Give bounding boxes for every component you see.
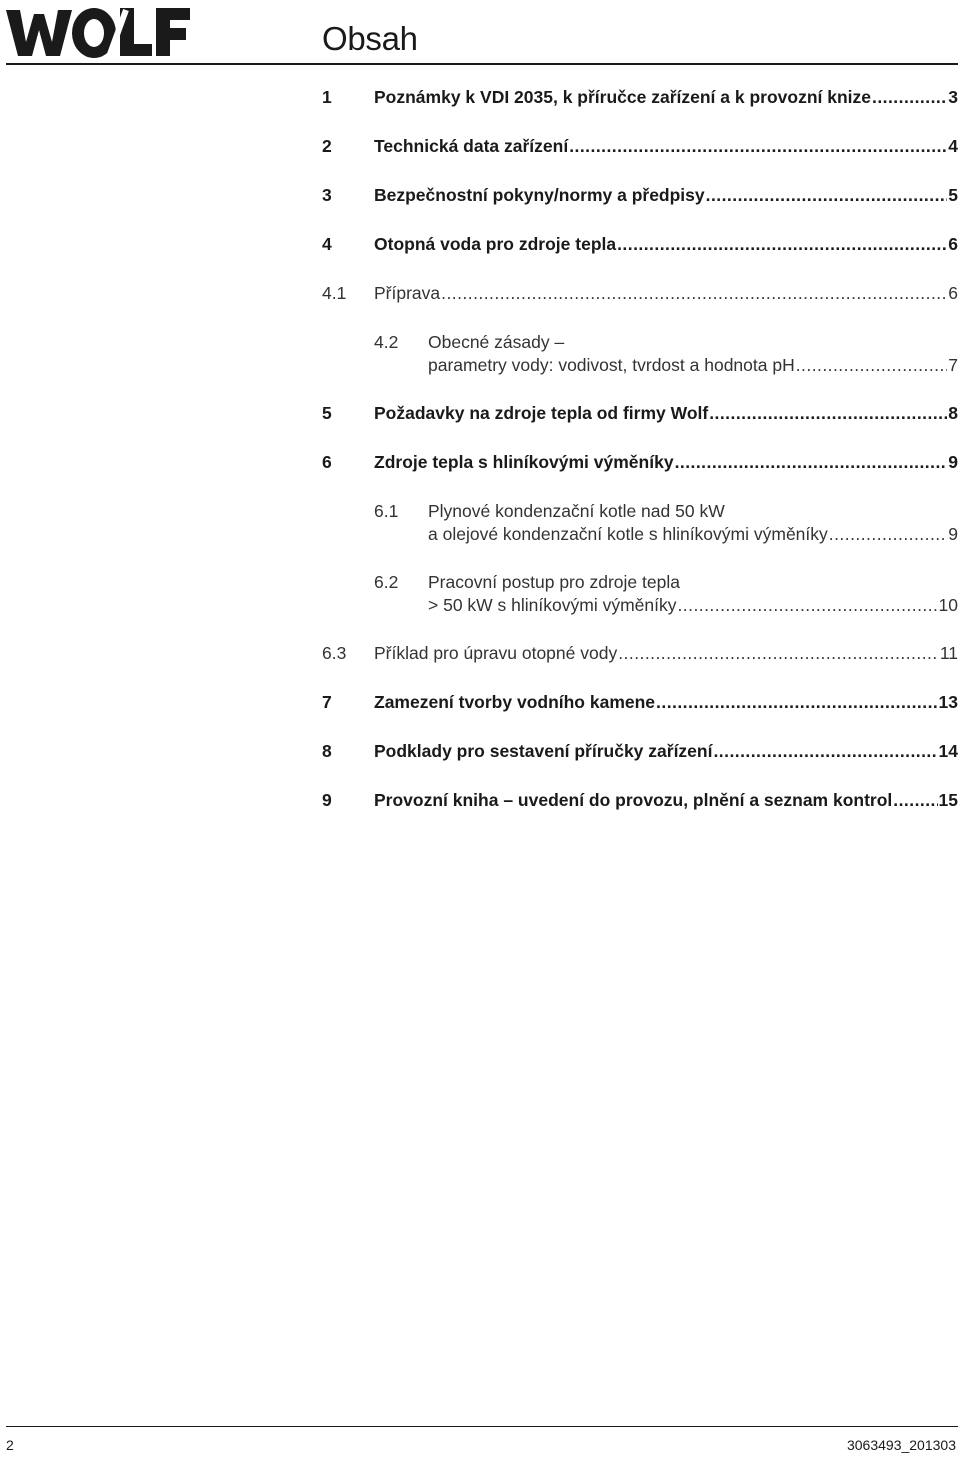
toc-entry-page: 5 (948, 185, 958, 205)
footer-doc-code: 3063493_201303 (846, 1437, 956, 1453)
toc-leader-dots (713, 740, 937, 763)
toc-entry[interactable] (322, 691, 958, 714)
page-title: Obsah (322, 20, 418, 57)
toc-entry-body (374, 740, 958, 763)
toc-leader-dots (677, 594, 937, 617)
toc-leader-dots (569, 135, 947, 158)
toc-entry-body (428, 571, 958, 617)
toc-leader-dots (893, 789, 937, 812)
toc-entry[interactable] (322, 740, 958, 763)
toc-entry[interactable] (322, 642, 958, 665)
toc-entry-page: 6 (948, 283, 958, 303)
toc-entry-body (374, 789, 958, 812)
toc-entry-number: 7 (322, 692, 332, 712)
footer-rule (6, 1426, 958, 1427)
toc-entry-body (374, 282, 958, 305)
toc-entry-number: 9 (322, 790, 332, 810)
toc-entry-title: Provozní kniha – uvedení do provozu, plnění a seznam kontrol (374, 790, 893, 810)
toc-leader-dots (617, 233, 947, 256)
toc-entry-title: Obecné zásady – (428, 332, 565, 352)
toc-entry-number: 4.2 (374, 332, 399, 352)
toc-entry[interactable] (322, 233, 958, 256)
toc-entry-body (428, 500, 958, 546)
toc-entry-title: Bezpečnostní pokyny/normy a předpisy (374, 185, 705, 205)
toc-entry-title: Poznámky k VDI 2035, k příručce zařízení a k provozní knize (374, 87, 872, 107)
toc-leader-dots (829, 523, 947, 546)
toc-entry-title: Technická data zařízení (374, 136, 569, 156)
toc-leader-dots (441, 282, 947, 305)
toc-entry-number: 4.1 (322, 283, 347, 303)
toc-entry-number: 6.3 (322, 643, 347, 663)
toc-entry[interactable] (322, 184, 958, 207)
toc-entry-title: Zamezení tvorby vodního kamene (374, 692, 656, 712)
toc-entry-page: 6 (948, 234, 958, 254)
toc-leader-dots (618, 642, 939, 665)
header-rule (6, 63, 958, 65)
toc-entry-page: 8 (948, 403, 958, 423)
toc-entry-page: 11 (939, 643, 958, 663)
toc-entry-title: a olejové kondenzační kotle s hliníkovými výměníky (428, 524, 828, 544)
toc-entry[interactable] (322, 331, 958, 377)
toc-entry-number: 4 (322, 234, 332, 254)
toc-leader-dots (675, 451, 948, 474)
toc-entry-number: 1 (322, 87, 332, 107)
toc-entry-number: 2 (322, 136, 332, 156)
toc-entry-body (374, 691, 958, 714)
toc-entry-body (374, 184, 958, 207)
toc-entry-body (374, 233, 958, 256)
toc-leader-dots (872, 86, 947, 109)
toc-entry-title: Pracovní postup pro zdroje tepla (428, 572, 680, 592)
toc-entry-title: Plynové kondenzační kotle nad 50 kW (428, 501, 725, 521)
toc-entry-title: Podklady pro sestavení příručky zařízení (374, 741, 713, 761)
toc-entry[interactable] (322, 86, 958, 109)
toc-entry-number: 6.1 (374, 501, 399, 521)
toc-entry-page: 3 (948, 87, 958, 107)
toc-entry-title: parametry vody: vodivost, tvrdost a hodnota pH (428, 355, 795, 375)
toc-entry-body (374, 135, 958, 158)
toc-entry-title: Zdroje tepla s hliníkovými výměníky (374, 452, 674, 472)
toc-entry[interactable] (322, 571, 958, 617)
toc-entry-body (374, 402, 958, 425)
toc-leader-dots (709, 402, 947, 425)
toc-entry-title: Požadavky na zdroje tepla od firmy Wolf (374, 403, 709, 423)
toc-entry-page: 9 (948, 524, 958, 544)
toc-entry-number: 6 (322, 452, 332, 472)
wolf-logo (6, 4, 190, 60)
toc-entry[interactable] (322, 135, 958, 158)
toc-entry-body (374, 642, 958, 665)
toc-entry-page: 4 (948, 136, 958, 156)
toc-leader-dots (796, 354, 948, 377)
toc-entry-body (374, 451, 958, 474)
footer-page-number: 2 (6, 1437, 14, 1453)
toc-entry-number: 8 (322, 741, 332, 761)
toc-entry[interactable] (322, 451, 958, 474)
toc-entry-page: 14 (938, 741, 958, 761)
toc-entry[interactable] (322, 500, 958, 546)
toc-entry-number: 5 (322, 403, 332, 423)
toc-entry-number: 3 (322, 185, 332, 205)
toc-entry-page: 15 (938, 790, 958, 810)
toc-entry[interactable] (322, 789, 958, 812)
toc-entry-page: 9 (948, 452, 958, 472)
toc-entry-page: 10 (938, 595, 958, 615)
toc-entry[interactable] (322, 402, 958, 425)
toc-entry-body (374, 86, 958, 109)
toc-entry[interactable] (322, 282, 958, 305)
toc-entry-number: 6.2 (374, 572, 399, 592)
toc-leader-dots (656, 691, 937, 714)
toc-entry-title: Otopná voda pro zdroje tepla (374, 234, 617, 254)
toc-entry-title: Příprava (374, 283, 441, 303)
toc-entry-body (428, 331, 958, 377)
toc-entry-page: 7 (948, 355, 958, 375)
toc-entry-title: Příklad pro úpravu otopné vody (374, 643, 618, 663)
toc-entry-title: > 50 kW s hliníkovými výměníky (428, 595, 677, 615)
toc-entry-page: 13 (938, 692, 958, 712)
toc-leader-dots (706, 184, 948, 207)
